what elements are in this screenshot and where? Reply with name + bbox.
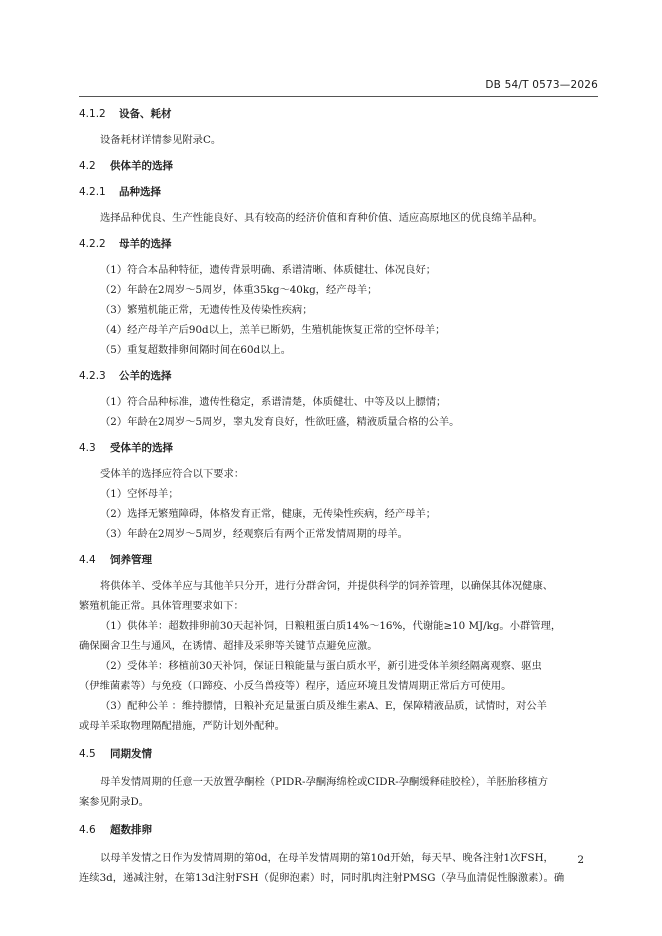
paragraph-line: 连续3d，递减注射，在第13d注射FSH（促卵泡素）时，同时肌肉注射PMSG（孕马血清促性腺激素）。确 — [79, 872, 565, 884]
heading-4-2 — [79, 156, 599, 176]
heading-4-3 — [79, 438, 599, 458]
heading-4-4 — [79, 550, 599, 570]
header-rule — [79, 96, 598, 97]
paragraph-line: 母羊发情周期的任意一天放置孕酮栓（PIDR-孕酮海绵栓或CIDR-孕酮缓释硅胶栓），羊胚胎移植方 — [100, 776, 549, 788]
heading-title: 饲养管理 — [110, 554, 152, 566]
heading-title: 品种选择 — [119, 186, 161, 198]
heading-4-6 — [79, 820, 599, 840]
heading-title: 同期发情 — [110, 748, 152, 760]
list-item: （2）年龄在2周岁～5周岁，体重35kg～40kg，经产母羊； — [100, 284, 378, 296]
list-item: （1）符合品种标准，遗传性稳定，系谱清楚，体质健壮、中等及以上膘情； — [100, 396, 447, 408]
page-content — [79, 104, 599, 888]
paragraph: 选择品种优良、生产性能良好、具有较高的经济价值和育种价值、适应高原地区的优良绵羊品种。 — [100, 212, 543, 224]
standard-code: DB 54/T 0573—2026 — [485, 79, 598, 91]
heading-4-2-1 — [79, 182, 599, 202]
heading-number: 4.6 — [79, 824, 96, 836]
paragraph-line: 确保圈舍卫生与通风，在诱情、超排及采卵等关键节点避免应激。 — [79, 640, 378, 652]
list-item: （5）重复超数排卵间隔时间在60d以上。 — [100, 344, 291, 356]
heading-number: 4.5 — [79, 748, 96, 760]
list-item: （2）年龄在2周岁～5周岁，睾丸发育良好，性欲旺盛，精液质量合格的公羊。 — [100, 416, 460, 428]
heading-4-2-3 — [79, 366, 599, 386]
heading-number: 4.2 — [79, 160, 96, 172]
paragraph-line: （2）受体羊：移植前30天补饲，保证日粮能量与蛋白质水平，新引进受体羊须经隔离观察、驱虫 — [100, 660, 542, 672]
paragraph: 设备耗材详情参见附录C。 — [100, 134, 222, 146]
paragraph-line: （3）配种公羊 ：维持膘情，日粮补充足量蛋白质及维生素A、E，保障精液品质，试情时，对公羊 — [100, 700, 547, 712]
heading-number: 4.2.3 — [79, 370, 106, 382]
heading-title: 设备、耗材 — [119, 108, 172, 120]
heading-number: 4.3 — [79, 442, 96, 454]
paragraph-line: 以母羊发情之日作为发情周期的第0d，在母羊发情周期的第10d开始，每天早、晚各注射1次FSH， — [100, 852, 554, 864]
heading-number: 4.4 — [79, 554, 96, 566]
list-item: （1）空怀母羊； — [100, 488, 179, 500]
page-number: 2 — [577, 854, 584, 866]
list-item: （3）年龄在2周岁～5周岁，经观察后有两个正常发情周期的母羊。 — [100, 528, 408, 540]
heading-title: 超数排卵 — [110, 824, 152, 836]
list-item: （1）符合本品种特征，遗传背景明确、系谱清晰、体质健壮、体况良好； — [100, 264, 437, 276]
paragraph-line: 或母羊采取物理隔配措施，严防计划外配种。 — [79, 720, 285, 732]
paragraph-line: 案参见附录D。 — [79, 796, 150, 808]
heading-title: 母羊的选择 — [119, 238, 172, 250]
heading-number: 4.1.2 — [79, 108, 106, 120]
heading-number: 4.2.1 — [79, 186, 106, 198]
list-item: （4）经产母羊产后90d以上，羔羊已断奶，生殖机能恢复正常的空怀母羊； — [100, 324, 446, 336]
list-item: （3）繁殖机能正常，无遗传性及传染性疾病； — [100, 304, 313, 316]
heading-number: 4.2.2 — [79, 238, 106, 250]
paragraph-line: 繁殖机能正常。具体管理要求如下： — [79, 600, 244, 612]
paragraph-line: （1）供体羊：超数排卵前30天起补饲，日粮粗蛋白质14%～16%，代谢能≥10 MJ/kg。小群管理， — [100, 620, 562, 632]
paragraph: 受体羊的选择应符合以下要求： — [100, 468, 245, 480]
heading-4-1-2 — [79, 104, 599, 124]
heading-title: 供体羊的选择 — [110, 160, 173, 172]
paragraph-line: （伊维菌素等）与免疫（口蹄疫、小反刍兽疫等）程序，适应环境且发情周期正常后方可使用。 — [79, 680, 512, 692]
list-item: （2）选择无繁殖障碍，体格发育正常，健康，无传染性疾病，经产母羊； — [100, 508, 437, 520]
heading-4-5 — [79, 744, 599, 764]
paragraph-line: 将供体羊、受体羊应与其他羊只分开，进行分群舍饲，并提供科学的饲养管理，以确保其体况健康、 — [100, 580, 554, 592]
heading-4-2-2 — [79, 234, 599, 254]
heading-title: 公羊的选择 — [119, 370, 172, 382]
heading-title: 受体羊的选择 — [110, 442, 173, 454]
